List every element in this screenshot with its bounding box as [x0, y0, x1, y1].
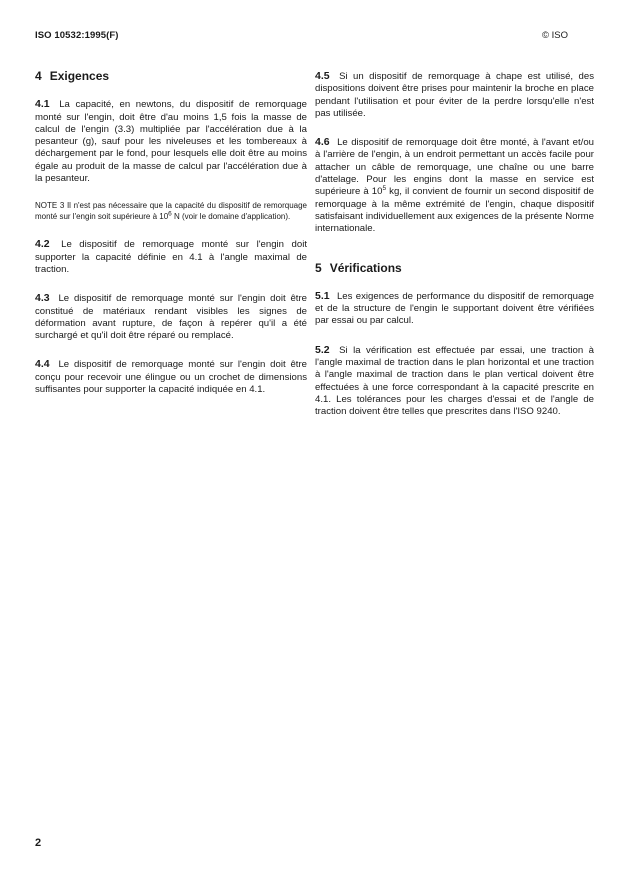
clause-4-2 — [35, 238, 307, 276]
clause-5-1 — [315, 290, 594, 328]
clause-4-1-text: La capacité, en newtons, du dispositif de remorquage monté sur l'engin, doit être d'au moins 1,5 fois la masse de calcul de l'engin (3.3) multipliée par l'accélération due à la pesanteur (g), sauf pour les niveleuses et les tombereaux à déchargement par le fond, pour lesquels elle doit être au moins égale au produit de la masse de calcul par l'accélération due à la pesanteur. — [35, 99, 307, 185]
section-4-number: 4 — [35, 69, 42, 83]
clause-4-4-number: 4.4 — [35, 358, 50, 371]
section-4-heading — [35, 70, 307, 82]
right-column — [315, 70, 594, 435]
clause-4-3 — [35, 292, 307, 342]
clause-5-2 — [315, 344, 594, 419]
page-number: 2 — [35, 837, 42, 849]
clause-4-5-number: 4.5 — [315, 70, 330, 82]
note-3-text-before: NOTE 3 Il n'est pas nécessaire que la capacité du dispositif de remorquage monté sur l'engin soit supérieure à 10 — [35, 201, 307, 221]
clause-4-2-number: 4.2 — [35, 238, 50, 251]
left-column — [35, 70, 307, 412]
clause-4-1-number: 4.1 — [35, 98, 50, 111]
clause-5-1-number: 5.1 — [315, 289, 330, 302]
clause-4-6-text-before: Le dispositif de remorquage doit être monté, à l'avant et/ou à l'arrière de l'engin, à un endroit permettant un accès facile pour attacher un câble de remorquage, une chaîne ou une barre d'attelage. Pour les engins dont la masse en service est supérieure à 10 — [315, 137, 595, 198]
note-3-exponent: 6 — [168, 210, 172, 218]
clause-4-6-number: 4.6 — [315, 136, 330, 149]
section-5-heading — [315, 262, 594, 274]
note-3 — [35, 201, 307, 222]
clause-4-5-text: Si un dispositif de remorquage à chape est utilisé, des dispositions doivent être prises pour maintenir la broche en place pendant l'utilisation et pour éviter de la perdre lorsqu'elle n'est pas utilisée. — [315, 71, 594, 119]
clause-4-3-number: 4.3 — [35, 292, 50, 305]
section-4-title: Exigences — [49, 69, 110, 83]
clause-5-2-number: 5.2 — [315, 343, 330, 356]
section-5-title: Vérifications — [329, 260, 402, 275]
clause-4-2-text: Le dispositif de remorquage monté sur l'engin doit supporter la capacité définie en 4.1 à l'angle maximal de traction. — [35, 239, 307, 275]
clause-4-6-exponent: 5 — [382, 185, 387, 193]
copyright-notice: © ISO — [541, 30, 568, 41]
clause-4-4 — [35, 358, 307, 396]
clause-5-2-text: Si la vérification est effectuée par essai, une traction à l'angle maximal de traction dans le plan horizontal et une traction à l'angle maximal de traction dans le plan vertical doivent être effectuées à une force correspondant à la capacité prescrite en 4.1. Les tolérances pour les charges d'essai et de l'angle de traction doivent être telles que prescrites dans l'ISO 9240. — [315, 344, 595, 418]
section-5-number: 5 — [315, 260, 322, 275]
clause-4-3-text: Le dispositif de remorquage monté sur l'engin doit être constitué de matériaux rendant visibles les signes de déformation avant rupture, de façon à repérer qu'il a été surchargé et qu'il doit être réparé ou remplacé. — [35, 293, 307, 342]
note-3-text-after: N (voir le domaine d'application). — [171, 211, 291, 221]
clause-4-6 — [315, 136, 594, 235]
clause-4-5 — [315, 70, 594, 120]
standard-identifier: ISO 10532:1995(F) — [35, 30, 119, 41]
clause-5-1-text: Les exigences de performance du dispositif de remorquage et de la structure de l'engin le supportant doivent être vérifiées par essai ou par calcul. — [315, 290, 594, 327]
clause-4-1 — [35, 98, 307, 185]
clause-4-4-text: Le dispositif de remorquage monté sur l'engin doit être conçu pour recevoir une élingue ou un crochet de dimensions suffisantes pour supporter la capacité indiquée en 4.1. — [35, 359, 307, 396]
clause-4-6-text-after: kg, il convient de fournir un second dispositif de remorquage à la même extrémité de l'engin, chaque dispositif satisfaisant individuellement aux exigences de la présente Norme internationale. — [315, 186, 594, 235]
